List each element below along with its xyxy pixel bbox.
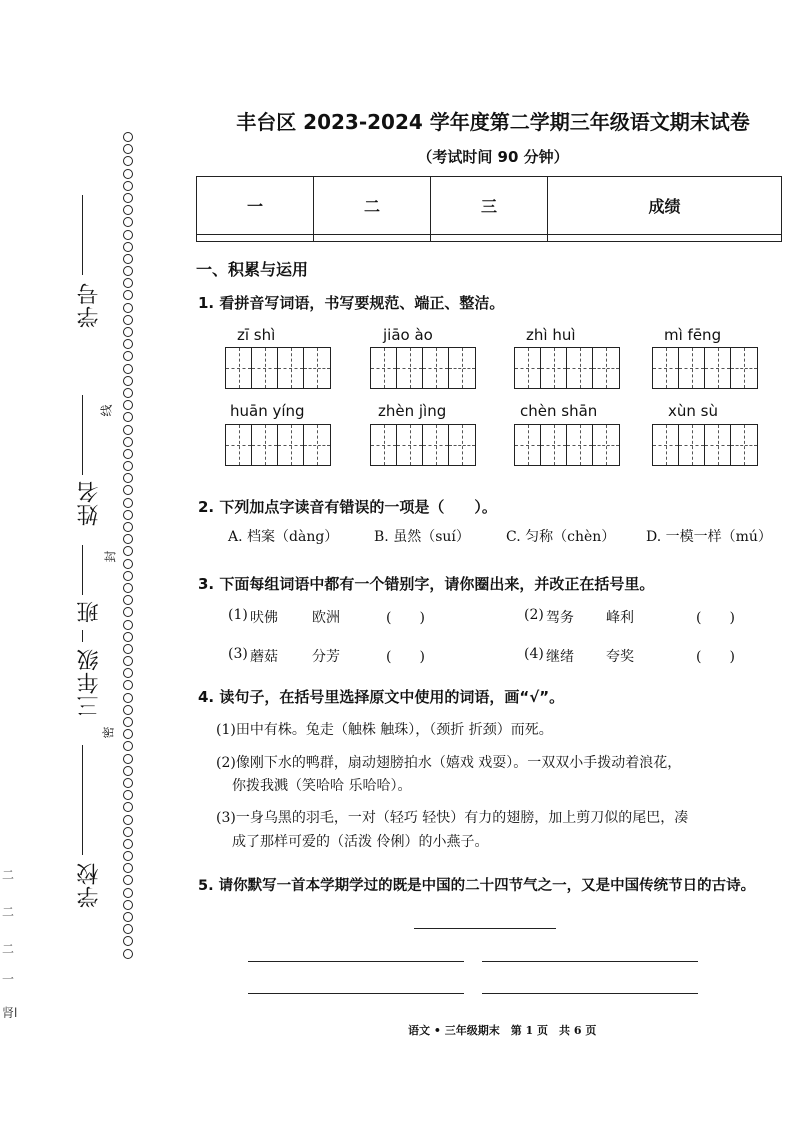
score-col-1: 一: [197, 177, 314, 235]
writing-grid[interactable]: [514, 424, 620, 466]
seal-circle: [123, 863, 133, 873]
writing-grid[interactable]: [370, 424, 476, 466]
seal-circle: [123, 924, 133, 934]
pinyin-label: huān yíng: [230, 402, 305, 420]
question-1-prompt: 1. 看拼音写词语，书写要规范、端正、整洁。: [198, 294, 505, 312]
q4-sentence-3a[interactable]: (3)一身乌黑的羽毛，一对（轻巧 轻快）有力的翅膀，加上剪刀似的尾巴，凑: [216, 810, 689, 826]
seal-circle: [123, 815, 133, 825]
writing-grid[interactable]: [652, 347, 758, 389]
class-underline: [82, 545, 83, 595]
seal-circle: [123, 449, 133, 459]
poem-line[interactable]: [248, 961, 464, 962]
student-no-underline: [82, 195, 83, 275]
seal-circle: [123, 144, 133, 154]
q3-word[interactable]: 欧洲: [312, 610, 340, 626]
score-cell[interactable]: [197, 235, 314, 242]
pinyin-label: xùn sù: [668, 402, 718, 420]
poem-line[interactable]: [248, 993, 464, 994]
seal-line-char: 线: [99, 404, 114, 417]
q4-sentence-2a[interactable]: (2)像刚下水的鸭群，扇动翅膀拍水（嬉戏 戏耍）。一双双小手拨动着浪花，: [216, 755, 682, 771]
poem-line[interactable]: [482, 993, 698, 994]
score-cell[interactable]: [431, 235, 548, 242]
grade-label: 三年级: [77, 648, 102, 717]
page-footer: 语文 • 三年级期末 第 1 页 共 6 页: [408, 1024, 597, 1037]
writing-grid[interactable]: [514, 347, 620, 389]
poem-line[interactable]: [482, 961, 698, 962]
seal-circle: [123, 754, 133, 764]
q3-answer-paren[interactable]: ( ): [386, 649, 425, 665]
seal-circle: [123, 668, 133, 678]
edge-mark: 一: [2, 972, 15, 986]
pinyin-label: mì fēng: [664, 326, 722, 344]
q2-option-c[interactable]: C. 匀称（chèn）: [506, 529, 616, 545]
question-3-prompt: 3. 下面每组词语中都有一个错别字，请你圈出来，并改正在括号里。: [198, 575, 655, 593]
seal-seal-char: 封: [103, 550, 118, 563]
seal-circle: [123, 388, 133, 398]
poem-title-line[interactable]: [414, 928, 556, 929]
question-2-prompt: 2. 下列加点字读音有错误的一项是（ ）。: [198, 498, 497, 516]
seal-circle: [123, 510, 133, 520]
name-label: 姓名: [77, 480, 102, 526]
seal-circle: [123, 778, 133, 788]
q3-word[interactable]: 继绪: [546, 649, 574, 665]
question-5-prompt: 5. 请你默写一首本学期学过的既是中国的二十四节气之一，又是中国传统节日的古诗。: [198, 878, 756, 894]
q3-word[interactable]: 夸奖: [606, 649, 634, 665]
seal-circle: [123, 461, 133, 471]
seal-circle: [123, 827, 133, 837]
seal-circle: [123, 680, 133, 690]
seal-circle: [123, 571, 133, 581]
score-value-row: [197, 235, 782, 242]
score-cell[interactable]: [314, 235, 431, 242]
q4-sentence-1[interactable]: (1)田中有株。兔走（触株 触珠），（颈折 折颈）而死。: [216, 722, 553, 738]
score-col-total: 成绩: [548, 177, 782, 235]
pinyin-label: jiāo ào: [383, 326, 433, 344]
q3-item-num: (2): [524, 607, 544, 623]
seal-circle: [123, 534, 133, 544]
seal-circle: [123, 522, 133, 532]
seal-circle: [123, 437, 133, 447]
seal-circle: [123, 802, 133, 812]
q3-answer-paren[interactable]: ( ): [696, 610, 735, 626]
q3-word[interactable]: 蘑菇: [250, 649, 278, 665]
seal-circle: [123, 376, 133, 386]
pinyin-label: zhì huì: [526, 326, 576, 344]
seal-circle: [123, 351, 133, 361]
q3-item-num: (4): [524, 646, 544, 662]
section-heading: 一、积累与运用: [196, 260, 309, 279]
seal-circle: [123, 132, 133, 142]
edge-mark: 二: [2, 905, 15, 919]
seal-circle: [123, 193, 133, 203]
student-no-label: 学号: [77, 282, 102, 328]
school-label: 学校: [77, 862, 102, 908]
exam-title: 丰台区 2023-2024 学年度第二学期三年级语文期末试卷: [236, 110, 750, 134]
q3-word[interactable]: 驾务: [546, 610, 574, 626]
seal-circle: [123, 875, 133, 885]
seal-circle-column: [120, 132, 136, 961]
pinyin-label: zhèn jìng: [378, 402, 447, 420]
seal-circle: [123, 790, 133, 800]
seal-circle: [123, 364, 133, 374]
writing-grid[interactable]: [225, 347, 331, 389]
q3-answer-paren[interactable]: ( ): [696, 649, 735, 665]
seal-circle: [123, 217, 133, 227]
seal-circle: [123, 400, 133, 410]
seal-circle: [123, 412, 133, 422]
seal-circle: [123, 693, 133, 703]
seal-circle: [123, 278, 133, 288]
class-label: 班: [77, 600, 102, 623]
q3-item-num: (1): [228, 607, 248, 623]
school-underline: [82, 745, 83, 855]
seal-circle: [123, 656, 133, 666]
seal-circle: [123, 741, 133, 751]
seal-circle: [123, 266, 133, 276]
seal-circle: [123, 290, 133, 300]
q3-word[interactable]: 吠佛: [250, 610, 278, 626]
seal-circle: [123, 949, 133, 959]
q3-answer-paren[interactable]: ( ): [386, 610, 425, 626]
seal-circle: [123, 485, 133, 495]
seal-circle: [123, 607, 133, 617]
q2-option-a[interactable]: A. 档案（dàng）: [228, 529, 339, 545]
seal-circle: [123, 705, 133, 715]
q4-sentence-3b[interactable]: 成了那样可爱的（活泼 伶俐）的小燕子。: [232, 834, 489, 850]
seal-circle: [123, 583, 133, 593]
seal-circle: [123, 205, 133, 215]
exam-duration: （考试时间 90 分钟）: [417, 148, 569, 166]
seal-circle: [123, 230, 133, 240]
pinyin-label: chèn shān: [520, 402, 598, 420]
q3-word[interactable]: 分芳: [312, 649, 340, 665]
name-underline: [82, 395, 83, 475]
seal-circle: [123, 169, 133, 179]
seal-circle: [123, 620, 133, 630]
writing-grid[interactable]: [225, 424, 331, 466]
pinyin-label: zī shì: [237, 326, 276, 344]
seal-secret-char: 密: [101, 726, 116, 739]
seal-circle: [123, 936, 133, 946]
seal-circle: [123, 546, 133, 556]
edge-mark: 肾l: [2, 1006, 18, 1020]
seal-circle: [123, 912, 133, 922]
seal-circle: [123, 254, 133, 264]
seal-circle: [123, 766, 133, 776]
q3-word[interactable]: 峰利: [606, 610, 634, 626]
seal-circle: [123, 425, 133, 435]
score-cell[interactable]: [548, 235, 782, 242]
seal-circle: [123, 900, 133, 910]
seal-circle: [123, 473, 133, 483]
score-col-3: 三: [431, 177, 548, 235]
seal-circle: [123, 644, 133, 654]
seal-circle: [123, 595, 133, 605]
seal-circle: [123, 632, 133, 642]
q4-sentence-2b[interactable]: 你拨我溅（笑哈哈 乐哈哈）。: [232, 778, 412, 794]
question-4-prompt: 4. 读句子，在括号里选择原文中使用的词语，画“√”。: [198, 688, 565, 706]
grade-underline: [82, 630, 83, 642]
seal-circle: [123, 181, 133, 191]
q2-option-d[interactable]: D. 一模一样（mú）: [646, 529, 772, 545]
seal-circle: [123, 851, 133, 861]
seal-circle: [123, 156, 133, 166]
score-col-2: 二: [314, 177, 431, 235]
score-table: [196, 176, 782, 242]
seal-circle: [123, 303, 133, 313]
score-header-row: [197, 177, 782, 235]
edge-mark: 二: [2, 942, 15, 956]
writing-grid[interactable]: [652, 424, 758, 466]
writing-grid[interactable]: [370, 347, 476, 389]
edge-mark: 二: [2, 868, 15, 882]
seal-circle: [123, 717, 133, 727]
seal-circle: [123, 339, 133, 349]
seal-circle: [123, 559, 133, 569]
seal-circle: [123, 315, 133, 325]
q2-option-b[interactable]: B. 虽然（suí）: [374, 529, 470, 545]
seal-circle: [123, 498, 133, 508]
seal-circle: [123, 888, 133, 898]
seal-circle: [123, 839, 133, 849]
q3-item-num: (3): [228, 646, 248, 662]
seal-circle: [123, 729, 133, 739]
seal-circle: [123, 242, 133, 252]
seal-circle: [123, 327, 133, 337]
